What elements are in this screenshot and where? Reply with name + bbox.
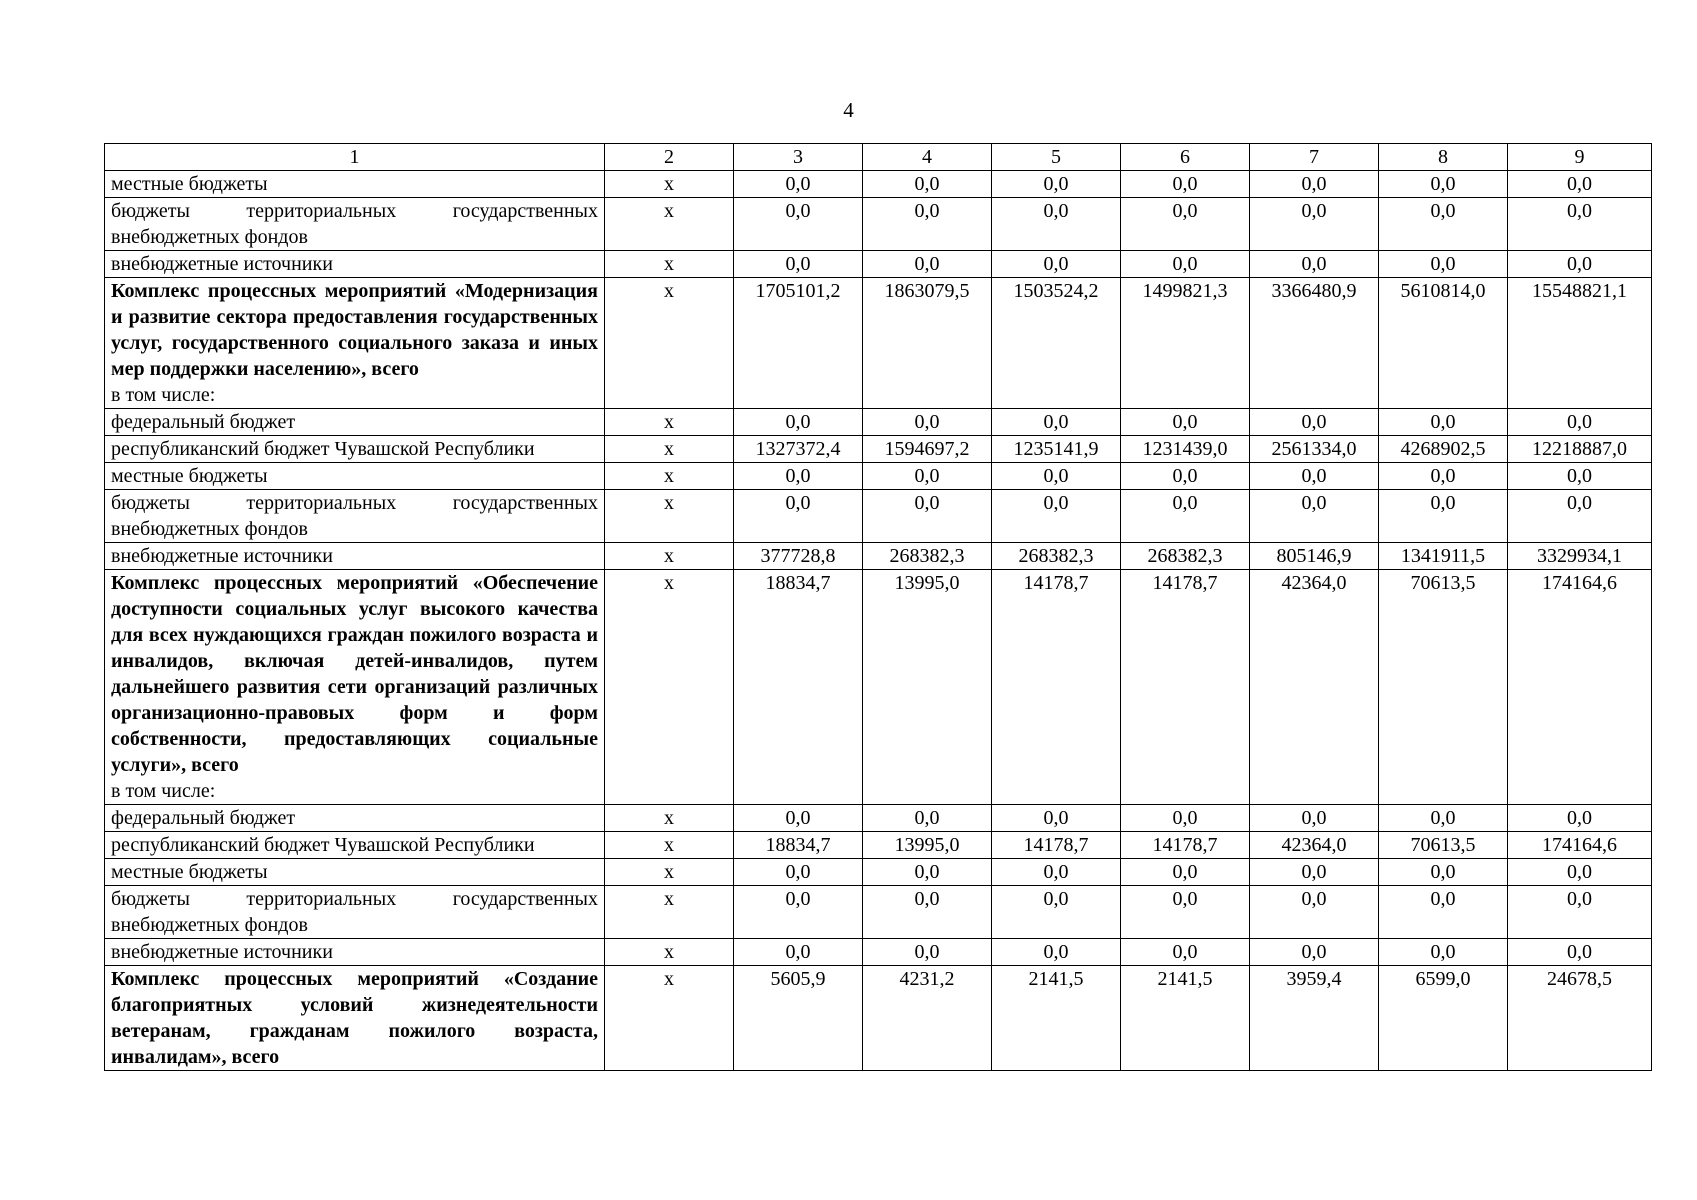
value-cell: 0,0 xyxy=(734,171,863,198)
value-cell: 4268902,5 xyxy=(1379,436,1508,463)
value-cell: 3329934,1 xyxy=(1508,543,1652,570)
row-label: федеральный бюджет xyxy=(105,409,605,436)
table-row xyxy=(105,198,1652,251)
value-cell: 1594697,2 xyxy=(863,436,992,463)
row-label: внебюджетные источники xyxy=(105,939,605,966)
complex-title: Комплекс процессных мероприятий «Модернизация и развитие сектора предоставления государственных услуг, государственного социального заказа и иных мер поддержки населению», всего xyxy=(111,280,598,380)
value-cell: 0,0 xyxy=(1250,251,1379,278)
row-marker: х xyxy=(605,198,734,251)
value-cell: 268382,3 xyxy=(863,543,992,570)
value-cell: 0,0 xyxy=(1121,859,1250,886)
column-number: 6 xyxy=(1121,144,1250,171)
row-marker: х xyxy=(605,278,734,409)
value-cell: 0,0 xyxy=(734,463,863,490)
value-cell: 0,0 xyxy=(1121,886,1250,939)
value-cell: 0,0 xyxy=(1379,409,1508,436)
table-row xyxy=(105,570,1652,805)
row-marker: х xyxy=(605,463,734,490)
value-cell: 0,0 xyxy=(734,409,863,436)
value-cell: 2561334,0 xyxy=(1250,436,1379,463)
row-marker: х xyxy=(605,966,734,1071)
table-row xyxy=(105,409,1652,436)
value-cell: 0,0 xyxy=(1508,409,1652,436)
value-cell: 0,0 xyxy=(863,805,992,832)
value-cell: 0,0 xyxy=(992,171,1121,198)
value-cell: 0,0 xyxy=(863,251,992,278)
row-marker: х xyxy=(605,939,734,966)
value-cell: 0,0 xyxy=(1508,805,1652,832)
value-cell: 805146,9 xyxy=(1250,543,1379,570)
complex-label xyxy=(105,570,605,805)
value-cell: 14178,7 xyxy=(992,570,1121,805)
value-cell: 0,0 xyxy=(1121,198,1250,251)
value-cell: 0,0 xyxy=(992,409,1121,436)
value-cell: 0,0 xyxy=(1379,171,1508,198)
including-note: в том числе: xyxy=(111,384,216,406)
value-cell: 0,0 xyxy=(863,198,992,251)
row-marker: х xyxy=(605,251,734,278)
value-cell: 3959,4 xyxy=(1250,966,1379,1071)
value-cell: 0,0 xyxy=(1379,198,1508,251)
row-label: местные бюджеты xyxy=(105,171,605,198)
value-cell: 0,0 xyxy=(1508,490,1652,543)
column-number: 4 xyxy=(863,144,992,171)
column-number-row xyxy=(105,144,1652,171)
value-cell: 18834,7 xyxy=(734,570,863,805)
row-marker: х xyxy=(605,171,734,198)
table-row xyxy=(105,543,1652,570)
value-cell: 12218887,0 xyxy=(1508,436,1652,463)
row-label: местные бюджеты xyxy=(105,463,605,490)
value-cell: 0,0 xyxy=(1379,805,1508,832)
row-label: местные бюджеты xyxy=(105,859,605,886)
page-number: 4 xyxy=(843,98,854,122)
value-cell: 0,0 xyxy=(863,939,992,966)
value-cell: 0,0 xyxy=(1379,251,1508,278)
value-cell: 0,0 xyxy=(1508,463,1652,490)
table-row xyxy=(105,805,1652,832)
value-cell: 14178,7 xyxy=(992,832,1121,859)
value-cell: 0,0 xyxy=(1250,939,1379,966)
value-cell: 0,0 xyxy=(1508,198,1652,251)
value-cell: 0,0 xyxy=(1250,198,1379,251)
row-marker: х xyxy=(605,859,734,886)
value-cell: 70613,5 xyxy=(1379,570,1508,805)
value-cell: 0,0 xyxy=(1121,490,1250,543)
value-cell: 0,0 xyxy=(1379,859,1508,886)
value-cell: 1327372,4 xyxy=(734,436,863,463)
value-cell: 0,0 xyxy=(1508,886,1652,939)
including-note: в том числе: xyxy=(111,780,216,802)
value-cell: 0,0 xyxy=(1250,171,1379,198)
row-marker: х xyxy=(605,409,734,436)
value-cell: 0,0 xyxy=(1508,859,1652,886)
value-cell: 5610814,0 xyxy=(1379,278,1508,409)
value-cell: 13995,0 xyxy=(863,832,992,859)
value-cell: 0,0 xyxy=(734,490,863,543)
value-cell: 0,0 xyxy=(1508,171,1652,198)
table-row xyxy=(105,463,1652,490)
value-cell: 1499821,3 xyxy=(1121,278,1250,409)
complex-label xyxy=(105,278,605,409)
value-cell: 0,0 xyxy=(1121,171,1250,198)
value-cell: 0,0 xyxy=(992,939,1121,966)
value-cell: 0,0 xyxy=(992,886,1121,939)
value-cell: 70613,5 xyxy=(1379,832,1508,859)
row-label: внебюджетные источники xyxy=(105,543,605,570)
value-cell: 268382,3 xyxy=(992,543,1121,570)
table-row xyxy=(105,832,1652,859)
row-label: бюджеты территориальных государственных внебюджетных фондов xyxy=(105,198,605,251)
value-cell: 0,0 xyxy=(1121,939,1250,966)
row-marker: х xyxy=(605,543,734,570)
value-cell: 4231,2 xyxy=(863,966,992,1071)
table-row xyxy=(105,939,1652,966)
table-row xyxy=(105,171,1652,198)
table-row xyxy=(105,251,1652,278)
table-row xyxy=(105,436,1652,463)
value-cell: 0,0 xyxy=(734,859,863,886)
value-cell: 2141,5 xyxy=(1121,966,1250,1071)
row-label: федеральный бюджет xyxy=(105,805,605,832)
value-cell: 0,0 xyxy=(734,805,863,832)
budget-table xyxy=(104,143,1652,1071)
value-cell: 0,0 xyxy=(734,251,863,278)
value-cell: 42364,0 xyxy=(1250,832,1379,859)
value-cell: 0,0 xyxy=(1250,463,1379,490)
complex-title: Комплекс процессных мероприятий «Обеспечение доступности социальных услуг высокого качества для всех нуждающихся граждан пожилого возраста и инвалидов, включая детей-инвалидов, путем дальнейшего развития сети организаций различных организационно-правовых форм и форм собственности, предоставляющих социальные услуги», всего xyxy=(111,572,598,776)
value-cell: 0,0 xyxy=(734,198,863,251)
value-cell: 0,0 xyxy=(734,939,863,966)
value-cell: 0,0 xyxy=(1250,490,1379,543)
column-number: 2 xyxy=(605,144,734,171)
table-row xyxy=(105,490,1652,543)
value-cell: 0,0 xyxy=(1379,463,1508,490)
table-row xyxy=(105,966,1652,1071)
value-cell: 0,0 xyxy=(863,859,992,886)
value-cell: 42364,0 xyxy=(1250,570,1379,805)
row-marker: х xyxy=(605,570,734,805)
value-cell: 0,0 xyxy=(1121,251,1250,278)
value-cell: 377728,8 xyxy=(734,543,863,570)
value-cell: 0,0 xyxy=(992,490,1121,543)
value-cell: 0,0 xyxy=(1379,886,1508,939)
value-cell: 0,0 xyxy=(863,463,992,490)
row-marker: х xyxy=(605,886,734,939)
value-cell: 1231439,0 xyxy=(1121,436,1250,463)
value-cell: 0,0 xyxy=(992,805,1121,832)
row-marker: х xyxy=(605,832,734,859)
column-number: 5 xyxy=(992,144,1121,171)
value-cell: 1235141,9 xyxy=(992,436,1121,463)
value-cell: 268382,3 xyxy=(1121,543,1250,570)
value-cell: 0,0 xyxy=(1250,805,1379,832)
value-cell: 0,0 xyxy=(863,490,992,543)
column-number: 1 xyxy=(105,144,605,171)
table-row xyxy=(105,278,1652,409)
value-cell: 14178,7 xyxy=(1121,570,1250,805)
value-cell: 0,0 xyxy=(1250,886,1379,939)
value-cell: 0,0 xyxy=(1250,409,1379,436)
value-cell: 0,0 xyxy=(1121,463,1250,490)
row-marker: х xyxy=(605,490,734,543)
value-cell: 6599,0 xyxy=(1379,966,1508,1071)
table-row xyxy=(105,886,1652,939)
row-label: внебюджетные источники xyxy=(105,251,605,278)
value-cell: 174164,6 xyxy=(1508,832,1652,859)
value-cell: 0,0 xyxy=(863,409,992,436)
value-cell: 0,0 xyxy=(992,251,1121,278)
column-number: 9 xyxy=(1508,144,1652,171)
value-cell: 0,0 xyxy=(992,198,1121,251)
value-cell: 1503524,2 xyxy=(992,278,1121,409)
value-cell: 0,0 xyxy=(1379,939,1508,966)
column-number: 7 xyxy=(1250,144,1379,171)
value-cell: 174164,6 xyxy=(1508,570,1652,805)
value-cell: 3366480,9 xyxy=(1250,278,1379,409)
value-cell: 5605,9 xyxy=(734,966,863,1071)
column-number: 3 xyxy=(734,144,863,171)
value-cell: 18834,7 xyxy=(734,832,863,859)
row-label: республиканский бюджет Чувашской Республики xyxy=(105,832,605,859)
value-cell: 0,0 xyxy=(734,886,863,939)
value-cell: 24678,5 xyxy=(1508,966,1652,1071)
value-cell: 2141,5 xyxy=(992,966,1121,1071)
column-number: 8 xyxy=(1379,144,1508,171)
value-cell: 0,0 xyxy=(1508,939,1652,966)
value-cell: 0,0 xyxy=(1121,805,1250,832)
value-cell: 13995,0 xyxy=(863,570,992,805)
table-row xyxy=(105,859,1652,886)
value-cell: 0,0 xyxy=(863,171,992,198)
value-cell: 15548821,1 xyxy=(1508,278,1652,409)
row-label: бюджеты территориальных государственных внебюджетных фондов xyxy=(105,490,605,543)
row-label: бюджеты территориальных государственных внебюджетных фондов xyxy=(105,886,605,939)
complex-label: Комплекс процессных мероприятий «Создание благоприятных условий жизнедеятельности ветеранам, гражданам пожилого возраста, инвалидам», всего xyxy=(105,966,605,1071)
value-cell: 0,0 xyxy=(992,859,1121,886)
value-cell: 14178,7 xyxy=(1121,832,1250,859)
row-label: республиканский бюджет Чувашской Республики xyxy=(105,436,605,463)
value-cell: 1341911,5 xyxy=(1379,543,1508,570)
value-cell: 0,0 xyxy=(992,463,1121,490)
value-cell: 0,0 xyxy=(1250,859,1379,886)
value-cell: 0,0 xyxy=(1379,490,1508,543)
value-cell: 0,0 xyxy=(863,886,992,939)
value-cell: 1705101,2 xyxy=(734,278,863,409)
row-marker: х xyxy=(605,805,734,832)
value-cell: 0,0 xyxy=(1121,409,1250,436)
value-cell: 1863079,5 xyxy=(863,278,992,409)
value-cell: 0,0 xyxy=(1508,251,1652,278)
row-marker: х xyxy=(605,436,734,463)
